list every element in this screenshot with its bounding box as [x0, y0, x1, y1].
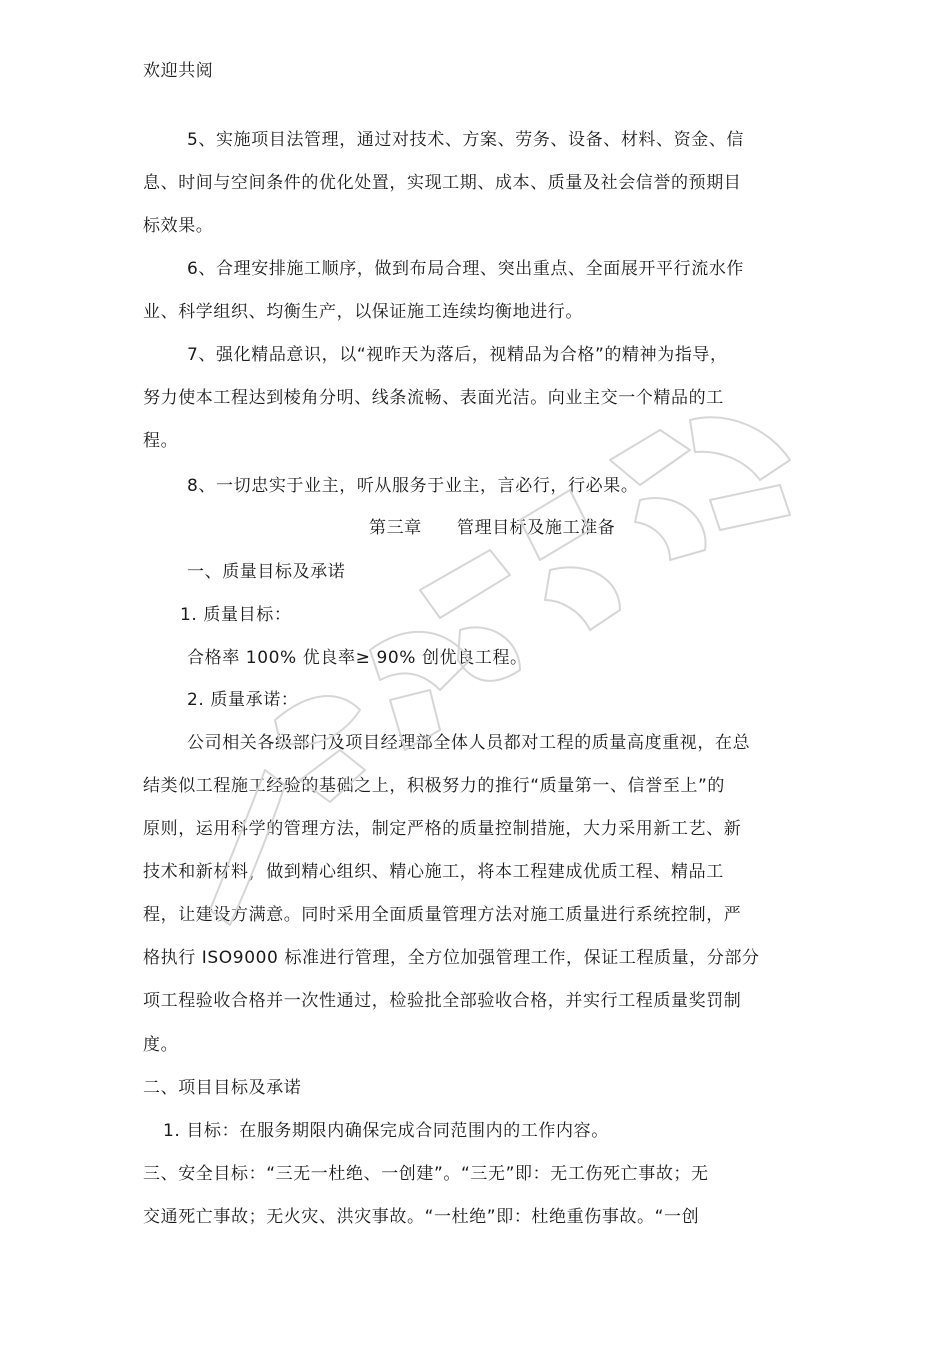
paragraph-line: 三、安全目标：“三无一杜绝、一创建”。“三无”即：无工伤死亡事故；无: [143, 1164, 709, 1184]
paragraph-line: 结类似工程施工经验的基础之上，积极努力的推行“质量第一、信誉至上”的: [143, 776, 726, 796]
paragraph-line: 8、一切忠实于业主，听从服务于业主，言必行，行必果。: [187, 476, 639, 496]
paragraph-line: 合格率 100% 优良率≥ 90% 创优良工程。: [187, 648, 528, 668]
paragraph-line: 格执行 ISO9000 标准进行管理，全方位加强管理工作，保证工程质量，分部分: [143, 948, 760, 968]
paragraph-line: 标效果。: [143, 216, 214, 236]
paragraph-line: 度。: [143, 1035, 179, 1055]
paragraph-line: 5、实施项目法管理，通过对技术、方案、劳务、设备、材料、资金、信: [187, 130, 745, 150]
paragraph-line: 努力使本工程达到棱角分明、线条流畅、表面光洁。向业主交一个精品的工: [143, 388, 724, 408]
section-heading: 二、项目目标及承诺: [143, 1078, 302, 1098]
paragraph-line: 程，让建设方满意。同时采用全面质量管理方法对施工质量进行系统控制，严: [143, 905, 742, 925]
section-heading: 一、质量目标及承诺: [187, 562, 346, 582]
paragraph-line: 业、科学组织、均衡生产，以保证施工连续均衡地进行。: [143, 302, 583, 322]
paragraph-line: 公司相关各级部门及项目经理部全体人员都对工程的质量高度重视，在总: [187, 733, 751, 753]
subsection-heading: 1. 质量目标：: [180, 605, 292, 625]
page-header: 欢迎共阅: [143, 61, 214, 81]
paragraph-line: 7、强化精品意识，以“视昨天为落后，视精品为合格”的精神为指导，: [187, 345, 728, 365]
paragraph-line: 交通死亡事故；无火灾、洪灾事故。“一杜绝”即：杜绝重伤事故。“一创: [143, 1207, 700, 1227]
paragraph-line: 原则，运用科学的管理方法，制定严格的质量控制措施，大力采用新工艺、新: [143, 819, 742, 839]
paragraph-line: 息、时间与空间条件的优化处置，实现工期、成本、质量及社会信誉的预期目: [143, 173, 742, 193]
paragraph-line: 1. 目标：在服务期限内确保完成合同范围内的工作内容。: [163, 1121, 609, 1141]
chapter-heading: 第三章 管理目标及施工准备: [369, 518, 616, 538]
paragraph-line: 6、合理安排施工顺序，做到布局合理、突出重点、全面展开平行流水作: [187, 259, 745, 279]
subsection-heading: 2. 质量承诺：: [187, 690, 299, 710]
paragraph-line: 程。: [143, 431, 179, 451]
paragraph-line: 项工程验收合格并一次性通过，检验批全部验收合格，并实行工程质量奖罚制: [143, 991, 742, 1011]
paragraph-line: 技术和新材料，做到精心组织、精心施工，将本工程建成优质工程、精品工: [143, 862, 724, 882]
